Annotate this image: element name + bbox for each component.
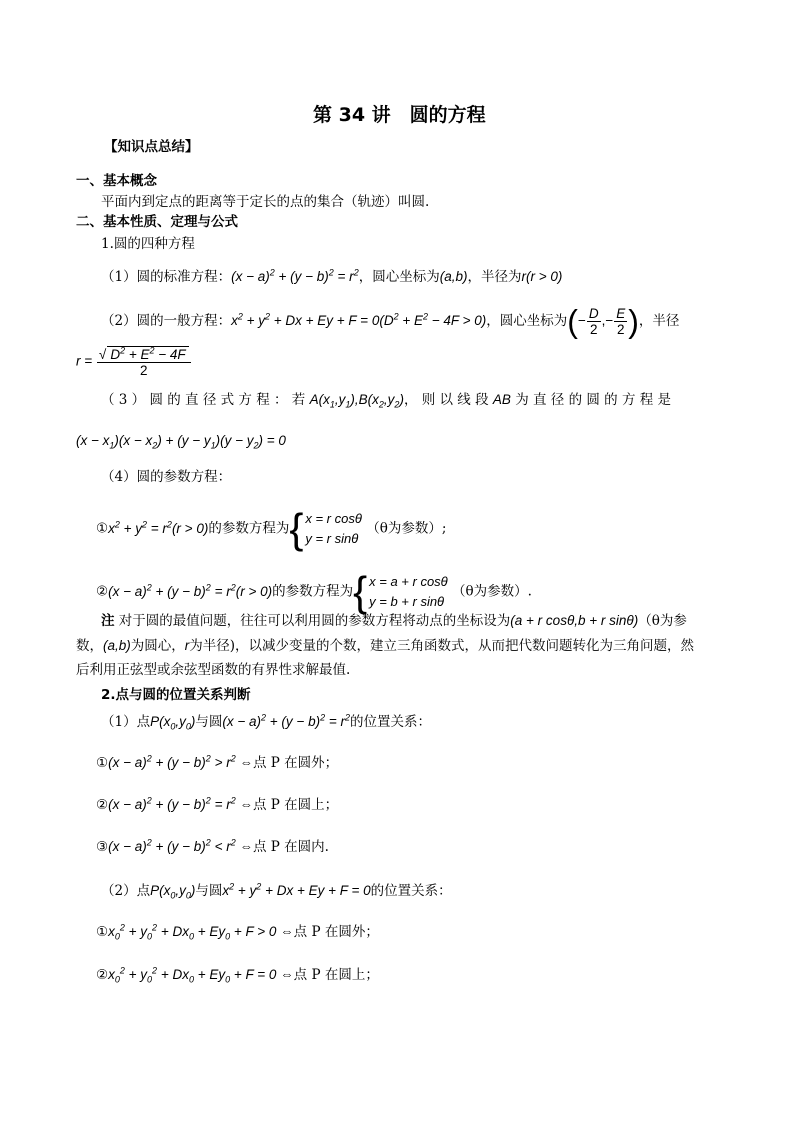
formula: ( — [567, 303, 578, 340]
fraction: $\frac{E}{2}$ — [616, 306, 626, 337]
diameter-equation-line — [101, 391, 671, 409]
formula: $x^2 + y^2 = r^2(r > 0)$ — [108, 519, 209, 536]
diameter-equation-label: （ 3 ） 圆 的 直 径 式 方 程 ： 若 — [101, 392, 306, 408]
text: ，半径 — [638, 313, 680, 329]
text: 的参数方程为 — [272, 583, 354, 600]
formula: $x^2 + y^2 + Dx + Ey + F = 0$ — [222, 881, 371, 898]
text: 为半径)，以减少变量的个数，建立三角函数式，从而把代数问题转化为三角问题，然 — [189, 638, 695, 654]
text: ，圆心坐标为 — [486, 313, 568, 329]
formula: $(x - a)^2 + (y - b)^2 < r^2$ ⇔ — [108, 837, 253, 854]
subsection-four-equations: 1.圆的四种方程 — [101, 236, 195, 252]
parametric-system: { x = r cosθ y = r sinθ — [289, 505, 362, 552]
text: ③ — [96, 839, 109, 855]
formula: $(x - a)^2 + (y - b)^2 = r^2$ ⇔ — [108, 795, 253, 812]
text: 的位置关系： — [370, 883, 452, 899]
formula: $x_0^2 + y_0^2 + Dx_0 + Ey_0 + F > 0$ ⇔ — [108, 922, 294, 942]
text: 点 P 在圆内. — [252, 839, 329, 855]
position-2-on — [96, 966, 379, 984]
position-1-inside — [96, 838, 329, 856]
general-equation-label: （2）圆的一般方程： — [101, 313, 232, 329]
text: 点 P 在圆上； — [293, 967, 379, 983]
note-line-1 — [101, 612, 687, 630]
position-1-heading — [101, 713, 431, 731]
note-label: 注 — [101, 613, 115, 629]
text: 点 P 在圆上； — [252, 797, 339, 813]
text: 的位置关系： — [350, 714, 431, 730]
note-line-3: 后利用正弦型或余弦型函数的有界性求解最值. — [76, 662, 351, 678]
formula: (a + r cosθ,b + r sinθ) — [510, 613, 639, 628]
text: ，圆心坐标为 — [358, 269, 440, 285]
text: （θ为参数）; — [366, 520, 447, 537]
text: 的参数方程为 — [208, 520, 290, 537]
text: ，半径为 — [467, 269, 522, 285]
formula: r(r > 0) — [521, 269, 563, 284]
standard-equation-line — [101, 268, 562, 286]
fraction: $\frac{√ D^2 + E^2 - 4F}{2}$ — [97, 346, 191, 378]
formula: $(x - a)^2 + (y - b)^2 = r^2$ — [231, 267, 359, 284]
section-1-text: 平面内到定点的距离等于定长的点的集合（轨迹）叫圆. — [101, 194, 430, 210]
section-1-heading: 一、基本概念 — [76, 173, 157, 189]
text: 与圆 — [195, 714, 223, 730]
parametric-1-line — [96, 505, 447, 552]
parametric-2-line — [96, 568, 532, 615]
position-2-heading — [101, 882, 452, 900]
formula: ) — [628, 303, 639, 340]
text: ① — [96, 520, 109, 537]
subsection-point-circle: 2.点与圆的位置关系判断 — [101, 687, 251, 703]
text: 为 直 径 的 圆 的 方 程 是 — [515, 392, 672, 408]
formula: $(x - a)^2 + (y - b)^2 > r^2$ ⇔ — [108, 753, 253, 770]
formula: $P(x_0,y_0)$ — [150, 883, 196, 901]
position-1-on — [96, 796, 338, 814]
text: AB — [492, 392, 511, 407]
radius-formula: r = $\frac{√ D^2 + E^2 - 4F}{2}$ — [76, 346, 192, 378]
text: （θ为参数）. — [452, 583, 532, 600]
text: （θ为参 — [638, 613, 687, 629]
section-2-heading: 二、基本性质、定理与公式 — [76, 214, 238, 230]
text: （1）点 — [101, 714, 151, 730]
formula: $x^2 + y^2 + Dx + Ey + F = 0(D^2 + E^2 - 4F > 0)$ — [231, 311, 487, 328]
formula: $x_0^2 + y_0^2 + Dx_0 + Ey_0 + F = 0$ ⇔ — [108, 965, 294, 985]
position-2-outside — [96, 923, 379, 941]
text: 与圆 — [195, 883, 223, 899]
formula: $(x - a)^2 + (y - b)^2 = r^2$ — [222, 712, 350, 729]
parametric-equation-label: （4）圆的参数方程： — [101, 469, 232, 485]
text: r — [184, 638, 190, 653]
formula: (a,b) — [439, 269, 468, 284]
parametric-system: { x = a + r cosθ y = b + r sinθ — [353, 568, 448, 615]
note-line-2 — [76, 637, 694, 655]
formula: $A(x_1,y_1),B(x_2,y_2)$ — [309, 392, 404, 410]
fraction: $\frac{D}{2}$ — [588, 306, 599, 337]
text: （2）点 — [101, 883, 151, 899]
text: ② — [96, 967, 109, 983]
page-title: 第 34 讲 圆的方程 — [313, 104, 486, 126]
position-1-outside — [96, 754, 338, 772]
formula: − — [577, 313, 586, 328]
formula: $(x - a)^2 + (y - b)^2 = r^2(r > 0)$ — [108, 582, 273, 599]
text: ， 则 以 线 段 — [403, 392, 489, 408]
formula: (a,b) — [103, 638, 131, 653]
text: 点 P 在圆外； — [293, 924, 379, 940]
text: 点 P 在圆外； — [252, 755, 339, 771]
text: 数， — [76, 638, 103, 654]
formula: $P(x_0,y_0)$ — [150, 714, 196, 732]
general-equation-line — [101, 303, 680, 340]
text: 为圆心， — [130, 638, 185, 654]
text: 对于圆的最值问题，往往可以利用圆的参数方程将动点的坐标设为 — [118, 613, 511, 629]
standard-equation-label: （1）圆的标准方程： — [101, 269, 232, 285]
section-tag: 【知识点总结】 — [104, 139, 199, 155]
text: ② — [96, 797, 109, 813]
text: ① — [96, 755, 109, 771]
text: ① — [96, 924, 109, 940]
diameter-equation-formula: $(x - x_1)(x - x_2) + (y - y_1)(y - y_2) = 0$ — [76, 433, 286, 451]
formula: ,− — [601, 313, 614, 328]
text: ② — [96, 583, 109, 600]
